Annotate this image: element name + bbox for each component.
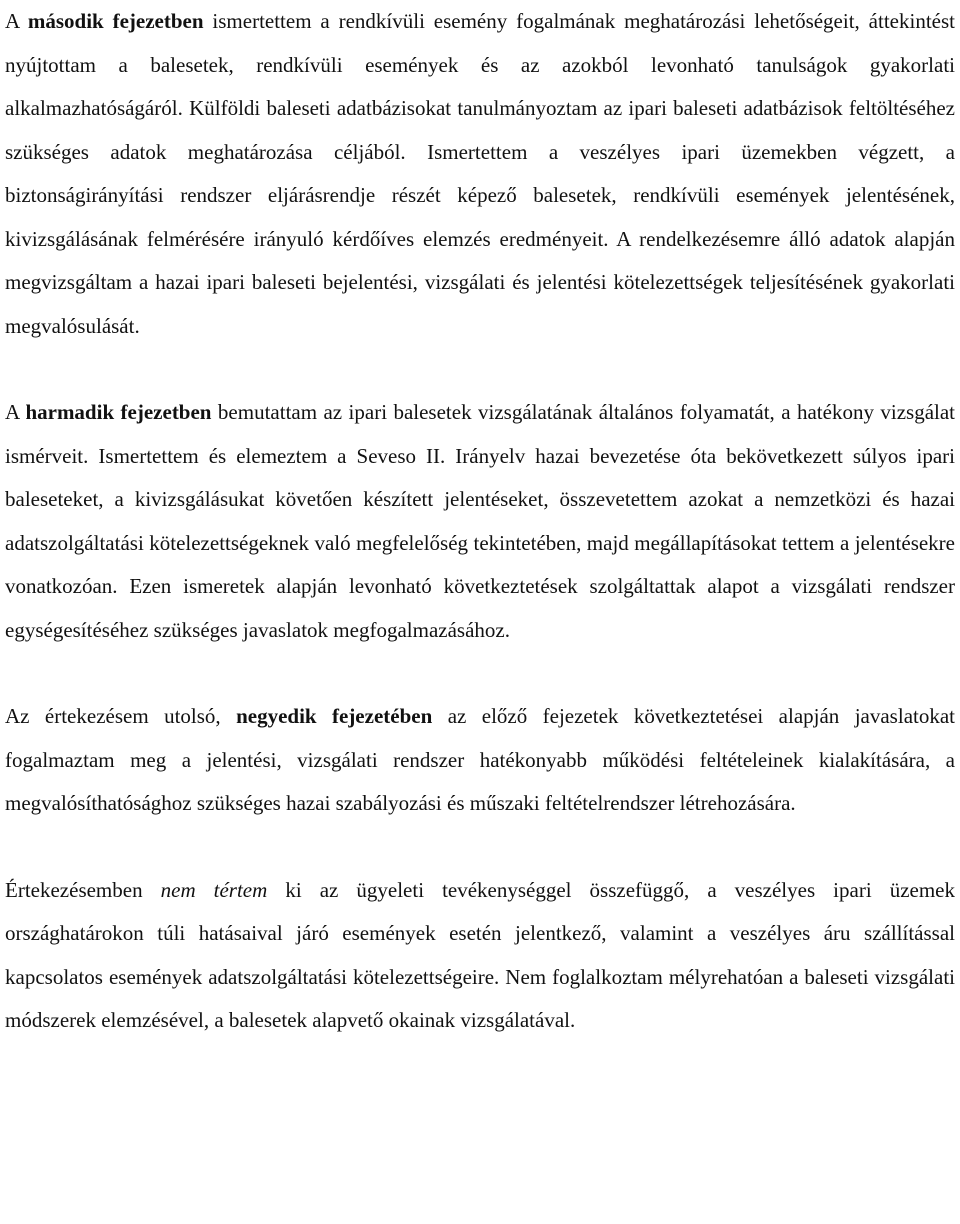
document-page <box>5 0 955 1043</box>
paragraph-text: Értekezésemben <box>5 877 161 902</box>
paragraph-text: A <box>5 400 26 424</box>
paragraph-text: Az értekezésem utolsó, <box>5 704 237 728</box>
emphasis-italic: nem tértem <box>160 877 268 902</box>
paragraph-text: A <box>5 9 28 33</box>
paragraph-second-chapter <box>5 0 955 348</box>
paragraph-text: az előző fejezetek következtetései alapján javaslatokat fogalmaztam meg a jelentési, vizsgálati rendszer hatékonyabb működési feltételeinek kialakítására, a megvalósíthatósághoz szükséges hazai szabályozási és műszaki feltételrendszer létrehozására. <box>5 704 955 815</box>
paragraph-text: ismertettem a rendkívüli esemény fogalmának meghatározási lehetőségeit, áttekintést nyújtottam a balesetek, rendkívüli események és az azokból levonható tanulságok gyakorlati alkalmazhatóságáról. Külföldi baleseti adatbázisokat tanulmányoztam az ipari baleseti adatbázisok feltöltéséhez szükséges adatok meghatározása céljából. Ismertettem a veszélyes ipari üzemekben végzett, a biztonságirányítási rendszer eljárásrendje részét képező balesetek, rendkívüli események jelentésének, kivizsgálásának felmérésére irányuló kérdőíves elemzés eredményeit. A rendelkezésemre álló adatok alapján megvizsgáltam a hazai ipari baleseti bejelentési, vizsgálati és jelentési kötelezettségek teljesítésének gyakorlati megvalósulását. <box>5 9 955 338</box>
chapter-reference-bold: negyedik fejezetében <box>236 704 433 728</box>
chapter-reference-bold: harmadik fejezetben <box>25 400 212 424</box>
paragraph-text: ki az ügyeleti tevékenységgel összefüggő, a veszélyes ipari üzemek országhatárokon túli hatásaival járó események esetén jelentkező, valamint a veszélyes áru szállítással kapcsolatos események adatszolgáltatási kötelezettségeire. Nem foglalkoztam mélyrehatóan a baleseti vizsgálati módszerek elemzésével, a balesetek alapvető okainak vizsgálatával. <box>5 877 955 1032</box>
paragraph-text: bemutattam az ipari balesetek vizsgálatának általános folyamatát, a hatékony vizsgálat ismérveit. Ismertettem és elemeztem a Seveso II. Irányelv hazai bevezetése óta bekövetkezett súlyos ipari baleseteket, a kivizsgálásukat követően készített jelentéseket, összevetettem azokat a nemzetközi és hazai adatszolgáltatási kötelezettségeknek való megfelelőség tekintetében, majd megállapításokat tettem a jelentésekre vonatkozóan. Ezen ismeretek alapján levonható következtetések szolgáltattak alapot a vizsgálati rendszer egységesítéséhez szükséges javaslatok megfogalmazásához. <box>5 400 955 642</box>
paragraph-scope-exclusions <box>5 869 955 1043</box>
paragraph-third-chapter <box>5 391 955 652</box>
chapter-reference-bold: második fejezetben <box>27 9 204 33</box>
paragraph-fourth-chapter <box>5 695 955 826</box>
